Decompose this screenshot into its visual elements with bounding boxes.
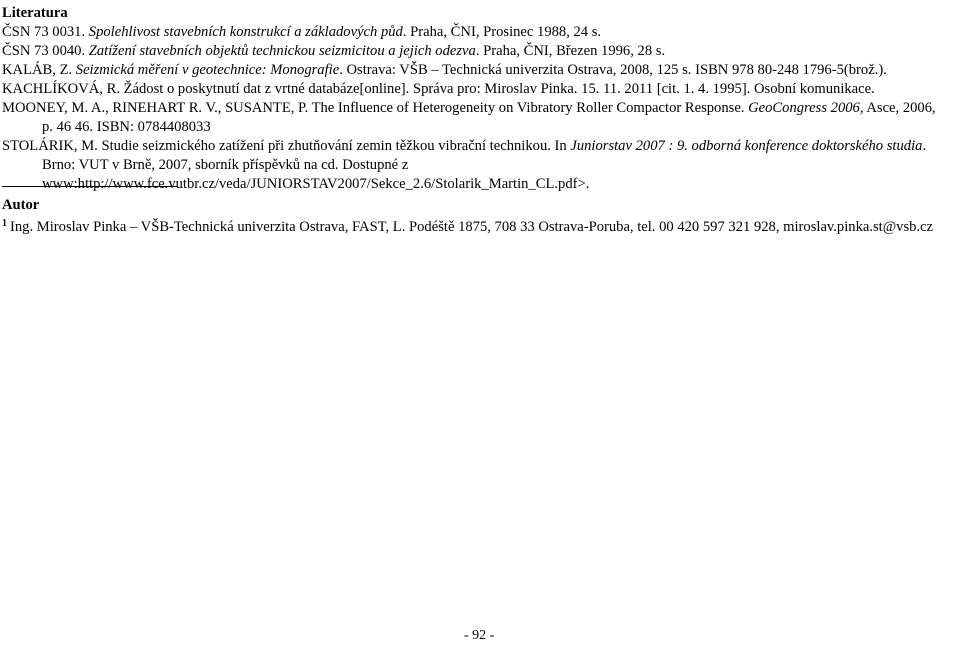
reference-kachlikova: KACHLÍKOVÁ, R. Žádost o poskytnutí dat z vrtné databáze[online]. Správa pro: Miroslav Pinka. 15. 11. 2011 [cit. 1. 4. 1995]. Osobní komunikace.	[2, 81, 875, 97]
reference-details: . Praha, ČNI, Březen 1996, 28 s.	[475, 43, 666, 59]
reference-code: ČSN 73 0031.	[2, 24, 89, 40]
page-number: - 92 -	[464, 628, 495, 643]
reference-csn-73-0040	[2, 42, 665, 61]
footnote-text: Ing. Miroslav Pinka – VŠB-Technická univerzita Ostrava, FAST, L. Podéště 1875, 708 33 Ostrava-Poruba, tel. 00 420 597 321 928, miroslav.pinka.st@vsb.cz	[10, 219, 934, 235]
reference-title: Spolehlivost stavebních konstrukcí a základových půd	[88, 24, 403, 40]
reference-stolarik-continuation: Brno: VUT v Brně, 2007, sborník příspěvků na cd. Dostupné z	[42, 157, 409, 173]
reference-title: Seizmická měření v geotechnice: Monografie	[75, 62, 340, 78]
reference-stolarik-url: www:http://www.fce.vutbr.cz/veda/JUNIORSTAV2007/Sekce_2.6/Stolarik_Martin_CL.pdf>.	[42, 176, 590, 192]
reference-venue: GeoCongress 2006	[748, 100, 860, 116]
reference-title: Zatížení stavebních objektů technickou seizmicitou a jejich odezva	[88, 43, 476, 59]
reference-mooney-continuation: p. 46 46. ISBN: 0784408033	[42, 119, 211, 135]
author-footnote	[2, 214, 933, 237]
reference-stolarik	[2, 137, 926, 156]
reference-details: , Asce, 2006,	[859, 100, 936, 116]
reference-text: MOONEY, M. A., RINEHART R. V., SUSANTE, P. The Influence of Heterogeneity on Vibratory Roller Compactor Response.	[2, 100, 749, 116]
reference-text: STOLÁRIK, M. Studie seizmického zatížení při zhutňování zemin těžkou vibrační technikou. In	[2, 138, 571, 154]
footnote-separator	[2, 186, 178, 187]
reference-code: ČSN 73 0040.	[2, 43, 89, 59]
footnote-marker: 1	[2, 218, 7, 229]
reference-kalab	[2, 61, 887, 80]
reference-details: .	[922, 138, 927, 154]
reference-details: . Ostrava: VŠB – Technická univerzita Ostrava, 2008, 125 s. ISBN 978 80-248 1796-5(brož.).	[339, 62, 887, 78]
reference-csn-73-0031	[2, 23, 601, 42]
reference-details: . Praha, ČNI, Prosinec 1988, 24 s.	[402, 24, 602, 40]
literature-heading: Literatura	[2, 5, 68, 21]
author-heading: Autor	[2, 197, 40, 213]
reference-mooney	[2, 99, 936, 118]
reference-author: KALÁB, Z.	[2, 62, 76, 78]
reference-venue: Juniorstav 2007 : 9. odborná konference doktorského studia	[570, 138, 923, 154]
